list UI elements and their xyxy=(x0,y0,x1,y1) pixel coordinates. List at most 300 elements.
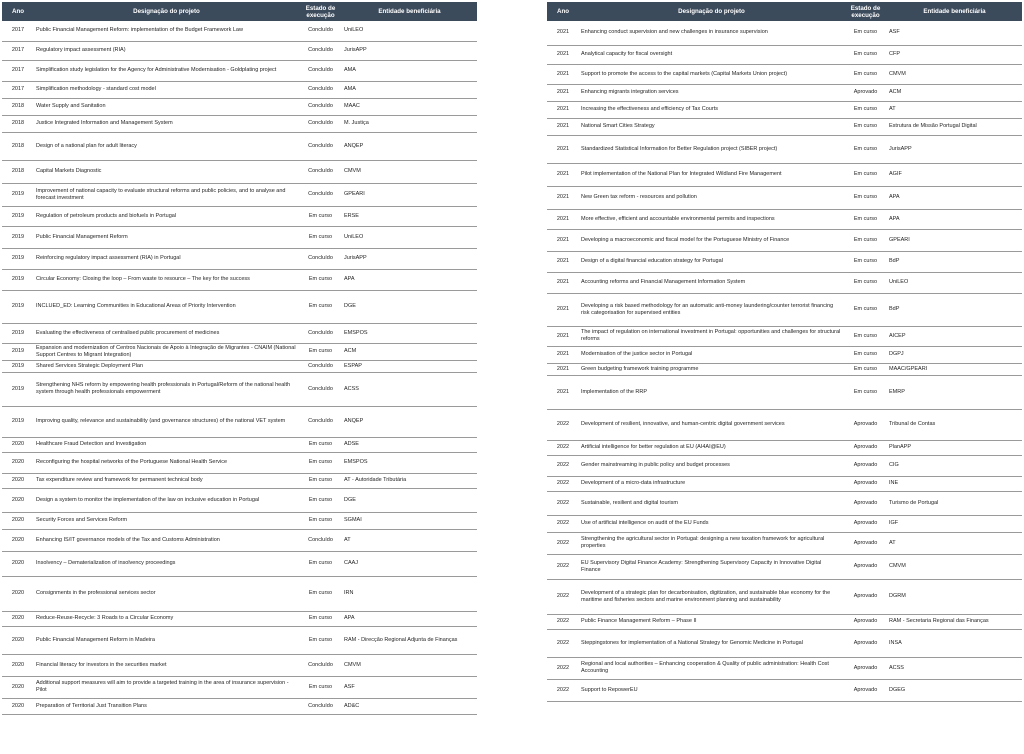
projects-table-left xyxy=(2,2,477,715)
cell-designacao: Analytical capacity for fiscal oversight xyxy=(579,45,844,64)
cell-designacao: Reinforcing regulatory impact assessment (RIA) in Portugal xyxy=(34,248,299,269)
cell-entidade: CIG xyxy=(887,455,1022,476)
cell-entidade: APA xyxy=(887,186,1022,209)
cell-ano: 2021 xyxy=(547,375,579,409)
cell-estado: Aprovado xyxy=(844,532,887,554)
table-row xyxy=(2,183,477,206)
cell-estado: Concluído xyxy=(299,406,342,437)
table-row xyxy=(547,476,1022,491)
cell-ano: 2021 xyxy=(547,163,579,186)
cell-entidade: MAAC/GPEARI xyxy=(887,363,1022,375)
cell-entidade: AMA xyxy=(342,60,477,81)
table-row xyxy=(2,60,477,81)
table-header-row xyxy=(547,2,1022,21)
cell-entidade: ADSE xyxy=(342,437,477,452)
table-row xyxy=(547,532,1022,554)
cell-entidade: JurisAPP xyxy=(342,41,477,60)
table-row xyxy=(547,229,1022,251)
cell-estado: Concluído xyxy=(299,132,342,160)
cell-estado: Aprovado xyxy=(844,491,887,515)
cell-estado: Em curso xyxy=(299,226,342,248)
cell-entidade: BdP xyxy=(887,251,1022,272)
cell-ano: 2022 xyxy=(547,515,579,532)
table-row xyxy=(2,473,477,488)
projects-table-right xyxy=(547,2,1022,702)
cell-entidade: JurisAPP xyxy=(342,248,477,269)
cell-ano: 2021 xyxy=(547,229,579,251)
cell-entidade: EMRP xyxy=(887,375,1022,409)
table-row xyxy=(547,209,1022,229)
cell-estado: Aprovado xyxy=(844,409,887,440)
cell-ano: 2022 xyxy=(547,440,579,455)
cell-designacao: EU Supervisory Digital Finance Academy: Strengthening Supervisory Capacity in Innovative Digital Finance xyxy=(579,554,844,579)
table-row xyxy=(547,118,1022,135)
cell-entidade: AT xyxy=(342,529,477,551)
cell-entidade: SGMAI xyxy=(342,512,477,529)
cell-entidade: JurisAPP xyxy=(887,135,1022,163)
table-row xyxy=(2,488,477,512)
cell-entidade: AGIF xyxy=(887,163,1022,186)
table-row xyxy=(2,343,477,360)
table-row xyxy=(547,409,1022,440)
cell-estado: Em curso xyxy=(844,229,887,251)
table-header-row xyxy=(2,2,477,21)
table-row xyxy=(2,452,477,473)
cell-ano: 2021 xyxy=(547,272,579,293)
cell-ano: 2017 xyxy=(2,21,34,41)
table-row xyxy=(2,406,477,437)
cell-entidade: AT xyxy=(887,101,1022,118)
cell-ano: 2022 xyxy=(547,629,579,657)
cell-ano: 2020 xyxy=(2,551,34,576)
cell-estado: Concluído xyxy=(299,115,342,132)
cell-designacao: The impact of regulation on international investment in Portugal: opportunities and challenges for structural reforms xyxy=(579,326,844,346)
cell-entidade: BdP xyxy=(887,293,1022,326)
table-row xyxy=(2,676,477,698)
cell-designacao: Pilot implementation of the National Plan for Integrated Wildland Fire Management xyxy=(579,163,844,186)
cell-entidade: GPEARI xyxy=(342,183,477,206)
cell-entidade: INSA xyxy=(887,629,1022,657)
table-row xyxy=(547,515,1022,532)
table-row xyxy=(547,163,1022,186)
cell-estado: Concluído xyxy=(299,654,342,676)
cell-ano: 2021 xyxy=(547,101,579,118)
header-designacao: Designação do projeto xyxy=(34,2,299,21)
cell-entidade: DGPJ xyxy=(887,346,1022,363)
table-row xyxy=(2,576,477,611)
cell-entidade: ERSE xyxy=(342,206,477,226)
cell-estado: Em curso xyxy=(299,512,342,529)
cell-entidade: IRN xyxy=(342,576,477,611)
cell-designacao: Simplification study legislation for the Agency for Administrative Modernisation - Goldplating project xyxy=(34,60,299,81)
cell-ano: 2020 xyxy=(2,452,34,473)
cell-estado: Concluído xyxy=(299,160,342,183)
cell-designacao: Public Financial Management Reform: implementation of the Budget Framework Law xyxy=(34,21,299,41)
table-row xyxy=(2,98,477,115)
cell-entidade: RAM - Direcção Regional Adjunta de Finanças xyxy=(342,626,477,654)
cell-ano: 2020 xyxy=(2,512,34,529)
cell-designacao: Public Financial Management Reform in Madeira xyxy=(34,626,299,654)
cell-ano: 2019 xyxy=(2,290,34,323)
header-entidade: Entidade beneficiária xyxy=(887,2,1022,21)
cell-designacao: Public Financial Management Reform xyxy=(34,226,299,248)
table-row xyxy=(547,375,1022,409)
cell-estado: Concluído xyxy=(299,41,342,60)
cell-estado: Em curso xyxy=(299,343,342,360)
table-row xyxy=(2,21,477,41)
cell-entidade: CMVM xyxy=(887,554,1022,579)
cell-ano: 2022 xyxy=(547,409,579,440)
cell-designacao: Development of a micro-data infrastructure xyxy=(579,476,844,491)
cell-ano: 2018 xyxy=(2,160,34,183)
cell-entidade: ACSS xyxy=(887,657,1022,679)
cell-estado: Em curso xyxy=(299,437,342,452)
cell-ano: 2020 xyxy=(2,473,34,488)
cell-designacao: Sustainable, resilient and digital tourism xyxy=(579,491,844,515)
cell-designacao: Enhancing IS/IT governance models of the Tax and Customs Administration xyxy=(34,529,299,551)
cell-ano: 2022 xyxy=(547,614,579,629)
table-row xyxy=(2,206,477,226)
cell-entidade: CFP xyxy=(887,45,1022,64)
table-row xyxy=(2,654,477,676)
cell-designacao: Developing a macroeconomic and fiscal model for the Portuguese Ministry of Finance xyxy=(579,229,844,251)
table-row xyxy=(2,437,477,452)
cell-designacao: Public Finance Management Reform – Phase II xyxy=(579,614,844,629)
cell-ano: 2021 xyxy=(547,326,579,346)
cell-ano: 2020 xyxy=(2,437,34,452)
cell-ano: 2022 xyxy=(547,554,579,579)
cell-designacao: Security Forces and Services Reform xyxy=(34,512,299,529)
table-row xyxy=(2,698,477,714)
cell-ano: 2020 xyxy=(2,529,34,551)
cell-designacao: Capital Markets Diagnostic xyxy=(34,160,299,183)
cell-ano: 2017 xyxy=(2,41,34,60)
cell-designacao: Use of artificial intelligence on audit of the EU Funds xyxy=(579,515,844,532)
table-row xyxy=(547,84,1022,101)
cell-ano: 2019 xyxy=(2,183,34,206)
cell-designacao: Accounting reforms and Financial Management Information System xyxy=(579,272,844,293)
cell-estado: Aprovado xyxy=(844,679,887,701)
cell-entidade: CMVM xyxy=(342,160,477,183)
cell-estado: Em curso xyxy=(844,209,887,229)
table-row xyxy=(547,135,1022,163)
cell-estado: Em curso xyxy=(844,163,887,186)
cell-estado: Em curso xyxy=(844,326,887,346)
cell-designacao: Implementation of the RRP xyxy=(579,375,844,409)
cell-estado: Em curso xyxy=(844,101,887,118)
header-entidade: Entidade beneficiária xyxy=(342,2,477,21)
cell-designacao: Reduce-Reuse-Recycle: 3 Roads to a Circular Economy xyxy=(34,611,299,626)
table-row xyxy=(547,251,1022,272)
cell-entidade: AT xyxy=(887,532,1022,554)
table-row xyxy=(2,269,477,290)
cell-ano: 2021 xyxy=(547,186,579,209)
table-row xyxy=(2,81,477,98)
cell-entidade: CMVM xyxy=(342,654,477,676)
cell-designacao: Modernisation of the justice sector in Portugal xyxy=(579,346,844,363)
cell-designacao: Enhancing conduct supervision and new challenges in insurance supervision xyxy=(579,21,844,45)
cell-estado: Em curso xyxy=(844,135,887,163)
cell-estado: Em curso xyxy=(299,290,342,323)
cell-entidade: Tribunal de Contas xyxy=(887,409,1022,440)
cell-entidade: ANQEP xyxy=(342,132,477,160)
cell-designacao: Enhancing migrants integration services xyxy=(579,84,844,101)
cell-estado: Em curso xyxy=(299,626,342,654)
cell-estado: Em curso xyxy=(299,611,342,626)
cell-designacao: Artificial intelligence for better regulation at EU (AI4AI@EU) xyxy=(579,440,844,455)
cell-estado: Concluído xyxy=(299,248,342,269)
cell-ano: 2021 xyxy=(547,346,579,363)
cell-ano: 2018 xyxy=(2,115,34,132)
cell-estado: Concluído xyxy=(299,21,342,41)
table-row xyxy=(2,290,477,323)
cell-ano: 2019 xyxy=(2,406,34,437)
header-estado: Estado de execução xyxy=(299,2,342,21)
cell-designacao: Development of a strategic plan for decarbonisation, digitization, and sustainable blue economy for the maritime and fisheries sectors and marine environment planning and sustainability xyxy=(579,579,844,614)
cell-designacao: More effective, efficient and accountable environmental permits and inspections xyxy=(579,209,844,229)
cell-entidade: AICEP xyxy=(887,326,1022,346)
table-row xyxy=(2,248,477,269)
table-row xyxy=(2,551,477,576)
cell-entidade: DGRM xyxy=(887,579,1022,614)
cell-ano: 2020 xyxy=(2,654,34,676)
table-row xyxy=(2,115,477,132)
cell-estado: Em curso xyxy=(299,452,342,473)
cell-estado: Concluído xyxy=(299,98,342,115)
cell-estado: Em curso xyxy=(844,363,887,375)
cell-entidade: EMSPOS xyxy=(342,323,477,343)
cell-entidade: ASF xyxy=(342,676,477,698)
cell-designacao: Simplification methodology - standard cost model xyxy=(34,81,299,98)
table-row xyxy=(2,372,477,406)
cell-ano: 2022 xyxy=(547,657,579,679)
cell-ano: 2022 xyxy=(547,579,579,614)
table-row xyxy=(2,41,477,60)
cell-designacao: Gender mainstreaming in public policy and budget processes xyxy=(579,455,844,476)
cell-entidade: Turismo de Portugal xyxy=(887,491,1022,515)
cell-estado: Concluído xyxy=(299,360,342,372)
table-row xyxy=(547,101,1022,118)
table-row xyxy=(2,132,477,160)
cell-ano: 2020 xyxy=(2,698,34,714)
cell-estado: Concluído xyxy=(299,323,342,343)
cell-entidade: UniLEO xyxy=(342,21,477,41)
cell-estado: Concluído xyxy=(299,183,342,206)
cell-designacao: Developing a risk based methodology for an automatic anti-money laundering/counter terrorist financing risk categorisation for supervised entities xyxy=(579,293,844,326)
cell-designacao: Expansion and modernization of Centros Nacionais de Apoio à Integração de Migrantes - CNAIM (National Support Centres to Migrant Integration) xyxy=(34,343,299,360)
cell-ano: 2022 xyxy=(547,532,579,554)
table-row xyxy=(2,226,477,248)
cell-estado: Aprovado xyxy=(844,455,887,476)
cell-ano: 2021 xyxy=(547,251,579,272)
cell-ano: 2019 xyxy=(2,248,34,269)
cell-estado: Concluído xyxy=(299,60,342,81)
cell-designacao: Support to RepowerEU xyxy=(579,679,844,701)
cell-ano: 2020 xyxy=(2,626,34,654)
cell-ano: 2020 xyxy=(2,611,34,626)
cell-designacao: Green budgeting framework training programme xyxy=(579,363,844,375)
cell-ano: 2019 xyxy=(2,360,34,372)
cell-estado: Concluído xyxy=(299,698,342,714)
table-row xyxy=(547,455,1022,476)
cell-ano: 2017 xyxy=(2,60,34,81)
cell-designacao: Justice Integrated Information and Management System xyxy=(34,115,299,132)
cell-designacao: Water Supply and Sanitation xyxy=(34,98,299,115)
table-row xyxy=(547,629,1022,657)
cell-designacao: Design of a national plan for adult literacy xyxy=(34,132,299,160)
cell-designacao: Evaluating the effectiveness of centralised public procurement of medicines xyxy=(34,323,299,343)
cell-designacao: Circular Economy: Closing the loop – From waste to resource – The key for the success xyxy=(34,269,299,290)
cell-designacao: Increasing the effectiveness and efficiency of Tax Courts xyxy=(579,101,844,118)
cell-entidade: INE xyxy=(887,476,1022,491)
header-ano: Ano xyxy=(2,2,34,21)
cell-entidade: DGE xyxy=(342,488,477,512)
table-row xyxy=(547,346,1022,363)
table-row xyxy=(547,363,1022,375)
cell-designacao: Improving quality, relevance and sustainability (and governance structures) of the national VET system xyxy=(34,406,299,437)
cell-estado: Em curso xyxy=(844,118,887,135)
cell-ano: 2021 xyxy=(547,45,579,64)
cell-designacao: INCLUED_ED: Learning Communities in Educational Areas of Priority Intervention xyxy=(34,290,299,323)
cell-designacao: Insolvency – Dematerialization of insolvency proceedings xyxy=(34,551,299,576)
cell-designacao: Additional support measures will aim to provide a targeted training in the area of insurance supervision - Pilot xyxy=(34,676,299,698)
cell-designacao: Strengthening the agricultural sector in Portugal: designing a new taxation framework for agricultural properties xyxy=(579,532,844,554)
cell-ano: 2021 xyxy=(547,118,579,135)
cell-entidade: RAM - Secretaria Regional das Finanças xyxy=(887,614,1022,629)
cell-entidade: CAAJ xyxy=(342,551,477,576)
cell-entidade: APA xyxy=(342,269,477,290)
cell-designacao: Design a system to monitor the implementation of the law on inclusive education in Portugal xyxy=(34,488,299,512)
cell-designacao: Support to promote the access to the capital markets (Capital Markets Union project) xyxy=(579,64,844,84)
cell-designacao: New Green tax reform - resources and pollution xyxy=(579,186,844,209)
table-row xyxy=(547,293,1022,326)
cell-entidade: CMVM xyxy=(887,64,1022,84)
cell-estado: Em curso xyxy=(844,251,887,272)
cell-estado: Em curso xyxy=(299,676,342,698)
cell-estado: Concluído xyxy=(299,372,342,406)
header-designacao: Designação do projeto xyxy=(579,2,844,21)
cell-designacao: Improvement of national capacity to evaluate structural reforms and public policies, and to analyse and forecast investment xyxy=(34,183,299,206)
cell-ano: 2021 xyxy=(547,64,579,84)
cell-estado: Em curso xyxy=(299,488,342,512)
cell-entidade: GPEARI xyxy=(887,229,1022,251)
table-row xyxy=(547,45,1022,64)
cell-designacao: Standardized Statistical Information for Better Regulation project (SIBER project) xyxy=(579,135,844,163)
cell-entidade: AD&C xyxy=(342,698,477,714)
cell-estado: Em curso xyxy=(844,186,887,209)
cell-ano: 2019 xyxy=(2,206,34,226)
cell-designacao: National Smart Cities Strategy xyxy=(579,118,844,135)
table-row xyxy=(2,512,477,529)
cell-entidade: ACSS xyxy=(342,372,477,406)
cell-estado: Aprovado xyxy=(844,515,887,532)
cell-ano: 2021 xyxy=(547,84,579,101)
cell-estado: Em curso xyxy=(299,269,342,290)
cell-entidade: ESPAP xyxy=(342,360,477,372)
cell-ano: 2022 xyxy=(547,679,579,701)
cell-estado: Em curso xyxy=(299,206,342,226)
cell-estado: Aprovado xyxy=(844,554,887,579)
cell-estado: Em curso xyxy=(844,64,887,84)
cell-entidade: ACM xyxy=(887,84,1022,101)
cell-ano: 2019 xyxy=(2,226,34,248)
table-row xyxy=(547,614,1022,629)
table-row xyxy=(2,611,477,626)
cell-entidade: UniLEO xyxy=(887,272,1022,293)
cell-estado: Em curso xyxy=(844,45,887,64)
cell-estado: Aprovado xyxy=(844,657,887,679)
cell-designacao: Shared Services Strategic Deployment Plan xyxy=(34,360,299,372)
cell-designacao: Tax expenditure review and framework for permanent technical body xyxy=(34,473,299,488)
cell-ano: 2022 xyxy=(547,476,579,491)
cell-estado: Em curso xyxy=(844,293,887,326)
cell-entidade: DGEG xyxy=(887,679,1022,701)
cell-ano: 2021 xyxy=(547,209,579,229)
cell-estado: Em curso xyxy=(299,551,342,576)
cell-entidade: AT - Autoridade Tributária xyxy=(342,473,477,488)
cell-ano: 2019 xyxy=(2,323,34,343)
cell-entidade: M. Justiça xyxy=(342,115,477,132)
cell-entidade: IGF xyxy=(887,515,1022,532)
table-row xyxy=(547,657,1022,679)
cell-ano: 2017 xyxy=(2,81,34,98)
cell-designacao: Regulatory impact assessment (RIA) xyxy=(34,41,299,60)
cell-estado: Em curso xyxy=(844,272,887,293)
cell-designacao: Regional and local authorities – Enhancing cooperation & Quality of public administration: Health Cost Accounting xyxy=(579,657,844,679)
cell-entidade: PlanAPP xyxy=(887,440,1022,455)
cell-entidade: EMSPOS xyxy=(342,452,477,473)
cell-entidade: UniLEO xyxy=(342,226,477,248)
cell-ano: 2018 xyxy=(2,98,34,115)
table-row xyxy=(2,626,477,654)
cell-designacao: Design of a digital financial education strategy for Portugal xyxy=(579,251,844,272)
cell-entidade: DGE xyxy=(342,290,477,323)
table-row xyxy=(547,679,1022,701)
cell-designacao: Development of resilient, innovative, and human-centric digital government services xyxy=(579,409,844,440)
cell-ano: 2021 xyxy=(547,21,579,45)
cell-designacao: Financial literacy for investors in the securities market xyxy=(34,654,299,676)
header-estado: Estado de execução xyxy=(844,2,887,21)
table-row xyxy=(2,160,477,183)
cell-designacao: Consignments in the professional services sector xyxy=(34,576,299,611)
cell-entidade: ACM xyxy=(342,343,477,360)
cell-ano: 2022 xyxy=(547,455,579,476)
table-row xyxy=(547,491,1022,515)
cell-ano: 2018 xyxy=(2,132,34,160)
cell-estado: Aprovado xyxy=(844,614,887,629)
cell-estado: Em curso xyxy=(844,375,887,409)
header-ano: Ano xyxy=(547,2,579,21)
cell-designacao: Preparation of Territorial Just Transition Plans xyxy=(34,698,299,714)
cell-estado: Aprovado xyxy=(844,84,887,101)
cell-ano: 2019 xyxy=(2,269,34,290)
table-row xyxy=(2,323,477,343)
cell-estado: Em curso xyxy=(844,21,887,45)
cell-entidade: ASF xyxy=(887,21,1022,45)
cell-estado: Aprovado xyxy=(844,440,887,455)
cell-ano: 2020 xyxy=(2,488,34,512)
cell-entidade: APA xyxy=(342,611,477,626)
cell-estado: Aprovado xyxy=(844,579,887,614)
cell-ano: 2020 xyxy=(2,576,34,611)
table-row xyxy=(547,326,1022,346)
cell-entidade: APA xyxy=(887,209,1022,229)
cell-estado: Aprovado xyxy=(844,476,887,491)
cell-estado: Concluído xyxy=(299,529,342,551)
table-row xyxy=(547,554,1022,579)
cell-entidade: ANQEP xyxy=(342,406,477,437)
table-row xyxy=(547,579,1022,614)
